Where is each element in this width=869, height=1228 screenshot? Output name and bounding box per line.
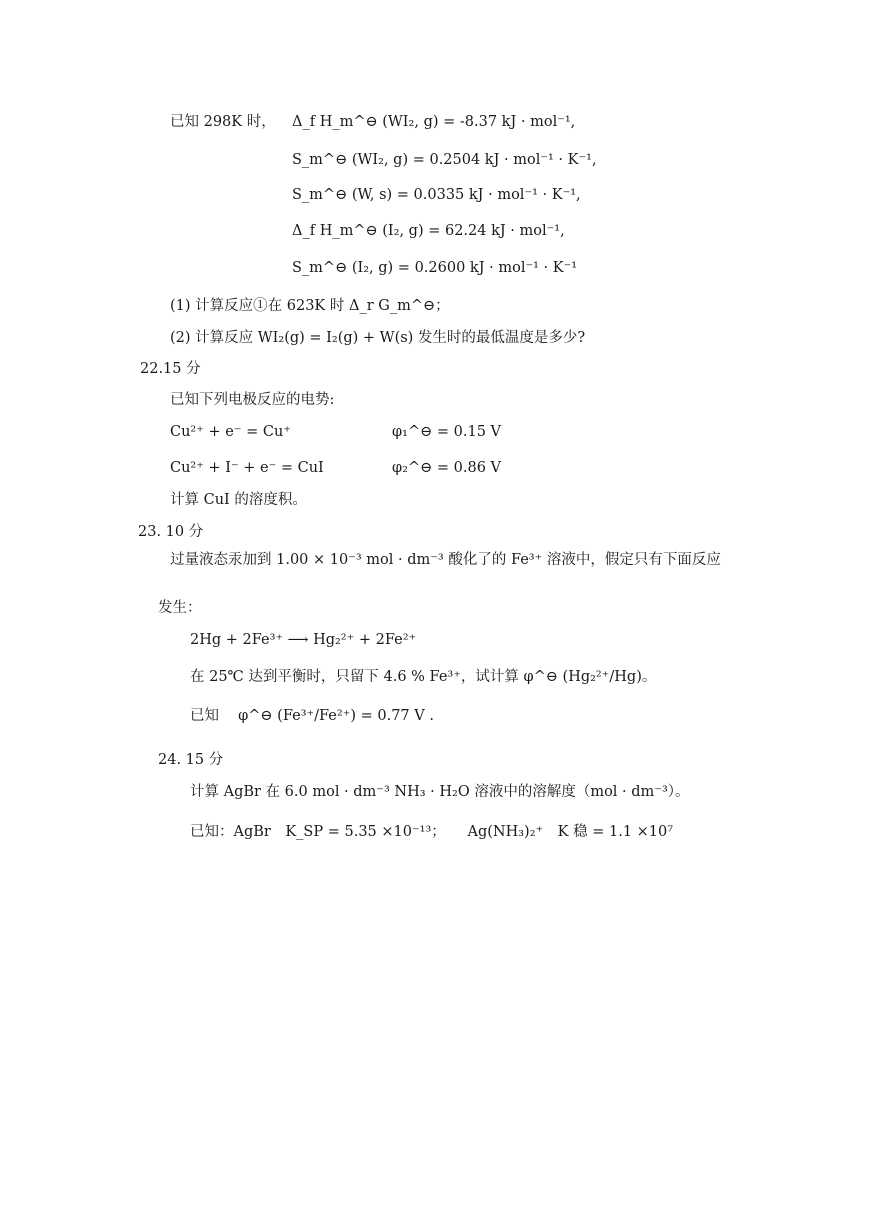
potential-22a: φ₁^⊖ = 0.15 V <box>392 424 501 440</box>
formula-line-5: S_m^⊖ (I₂, g) = 0.2600 kJ · mol⁻¹ · K⁻¹ <box>292 260 578 276</box>
problem-23-text-b: 发生： <box>158 600 202 616</box>
reaction-23: 2Hg + 2Fe³⁺ ⟶ Hg₂²⁺ + 2Fe²⁺ <box>190 632 417 648</box>
formula-line-2: S_m^⊖ (WI₂, g) = 0.2504 kJ · mol⁻¹ · K⁻¹, <box>292 152 597 168</box>
problem-22-heading: 22.15 分 <box>140 361 201 377</box>
problem-24-heading: 24. 15 分 <box>158 752 224 768</box>
given-at-298k-label: 已知 298K 时， <box>170 114 276 130</box>
problem-23-question: 在 25℃ 达到平衡时，只留下 4.6 % Fe³⁺，试计算 φ^⊖ (Hg₂²⁺/Hg)。 <box>190 669 657 685</box>
question-2: (2) 计算反应 WI₂(g) = I₂(g) + W(s) 发生时的最低温度是多少? <box>170 330 586 346</box>
formula-line-1: Δ_f H_m^⊖ (WI₂, g) = -8.37 kJ · mol⁻¹, <box>292 114 576 130</box>
potential-22b: φ₂^⊖ = 0.86 V <box>392 460 501 476</box>
formula-line-4: Δ_f H_m^⊖ (I₂, g) = 62.24 kJ · mol⁻¹, <box>292 223 565 239</box>
problem-23-given: 已知 φ^⊖ (Fe³⁺/Fe²⁺) = 0.77 V . <box>190 708 434 724</box>
problem-22-question: 计算 CuI 的溶度积。 <box>170 492 307 508</box>
question-1: (1) 计算反应①在 623K 时 Δ_r G_m^⊖； <box>170 298 450 314</box>
problem-23-text-a: 过量液态汞加到 1.00 × 10⁻³ mol · dm⁻³ 酸化了的 Fe³⁺ 溶液中，假定只有下面反应 <box>170 552 721 568</box>
reaction-22b: Cu²⁺ + I⁻ + e⁻ = CuI <box>170 460 324 476</box>
reaction-22a: Cu²⁺ + e⁻ = Cu⁺ <box>170 424 291 440</box>
problem-22-intro: 已知下列电极反应的电势: <box>170 392 335 408</box>
problem-24-given: 已知：AgBr K_SP = 5.35 ×10⁻¹³； Ag(NH₃)₂⁺ K 稳 = 1.1 ×10⁷ <box>190 824 674 840</box>
problem-24-question: 计算 AgBr 在 6.0 mol · dm⁻³ NH₃ · H₂O 溶液中的溶解度（mol · dm⁻³）。 <box>190 784 690 800</box>
problem-23-heading: 23. 10 分 <box>138 524 204 540</box>
formula-line-3: S_m^⊖ (W, s) = 0.0335 kJ · mol⁻¹ · K⁻¹, <box>292 187 581 203</box>
